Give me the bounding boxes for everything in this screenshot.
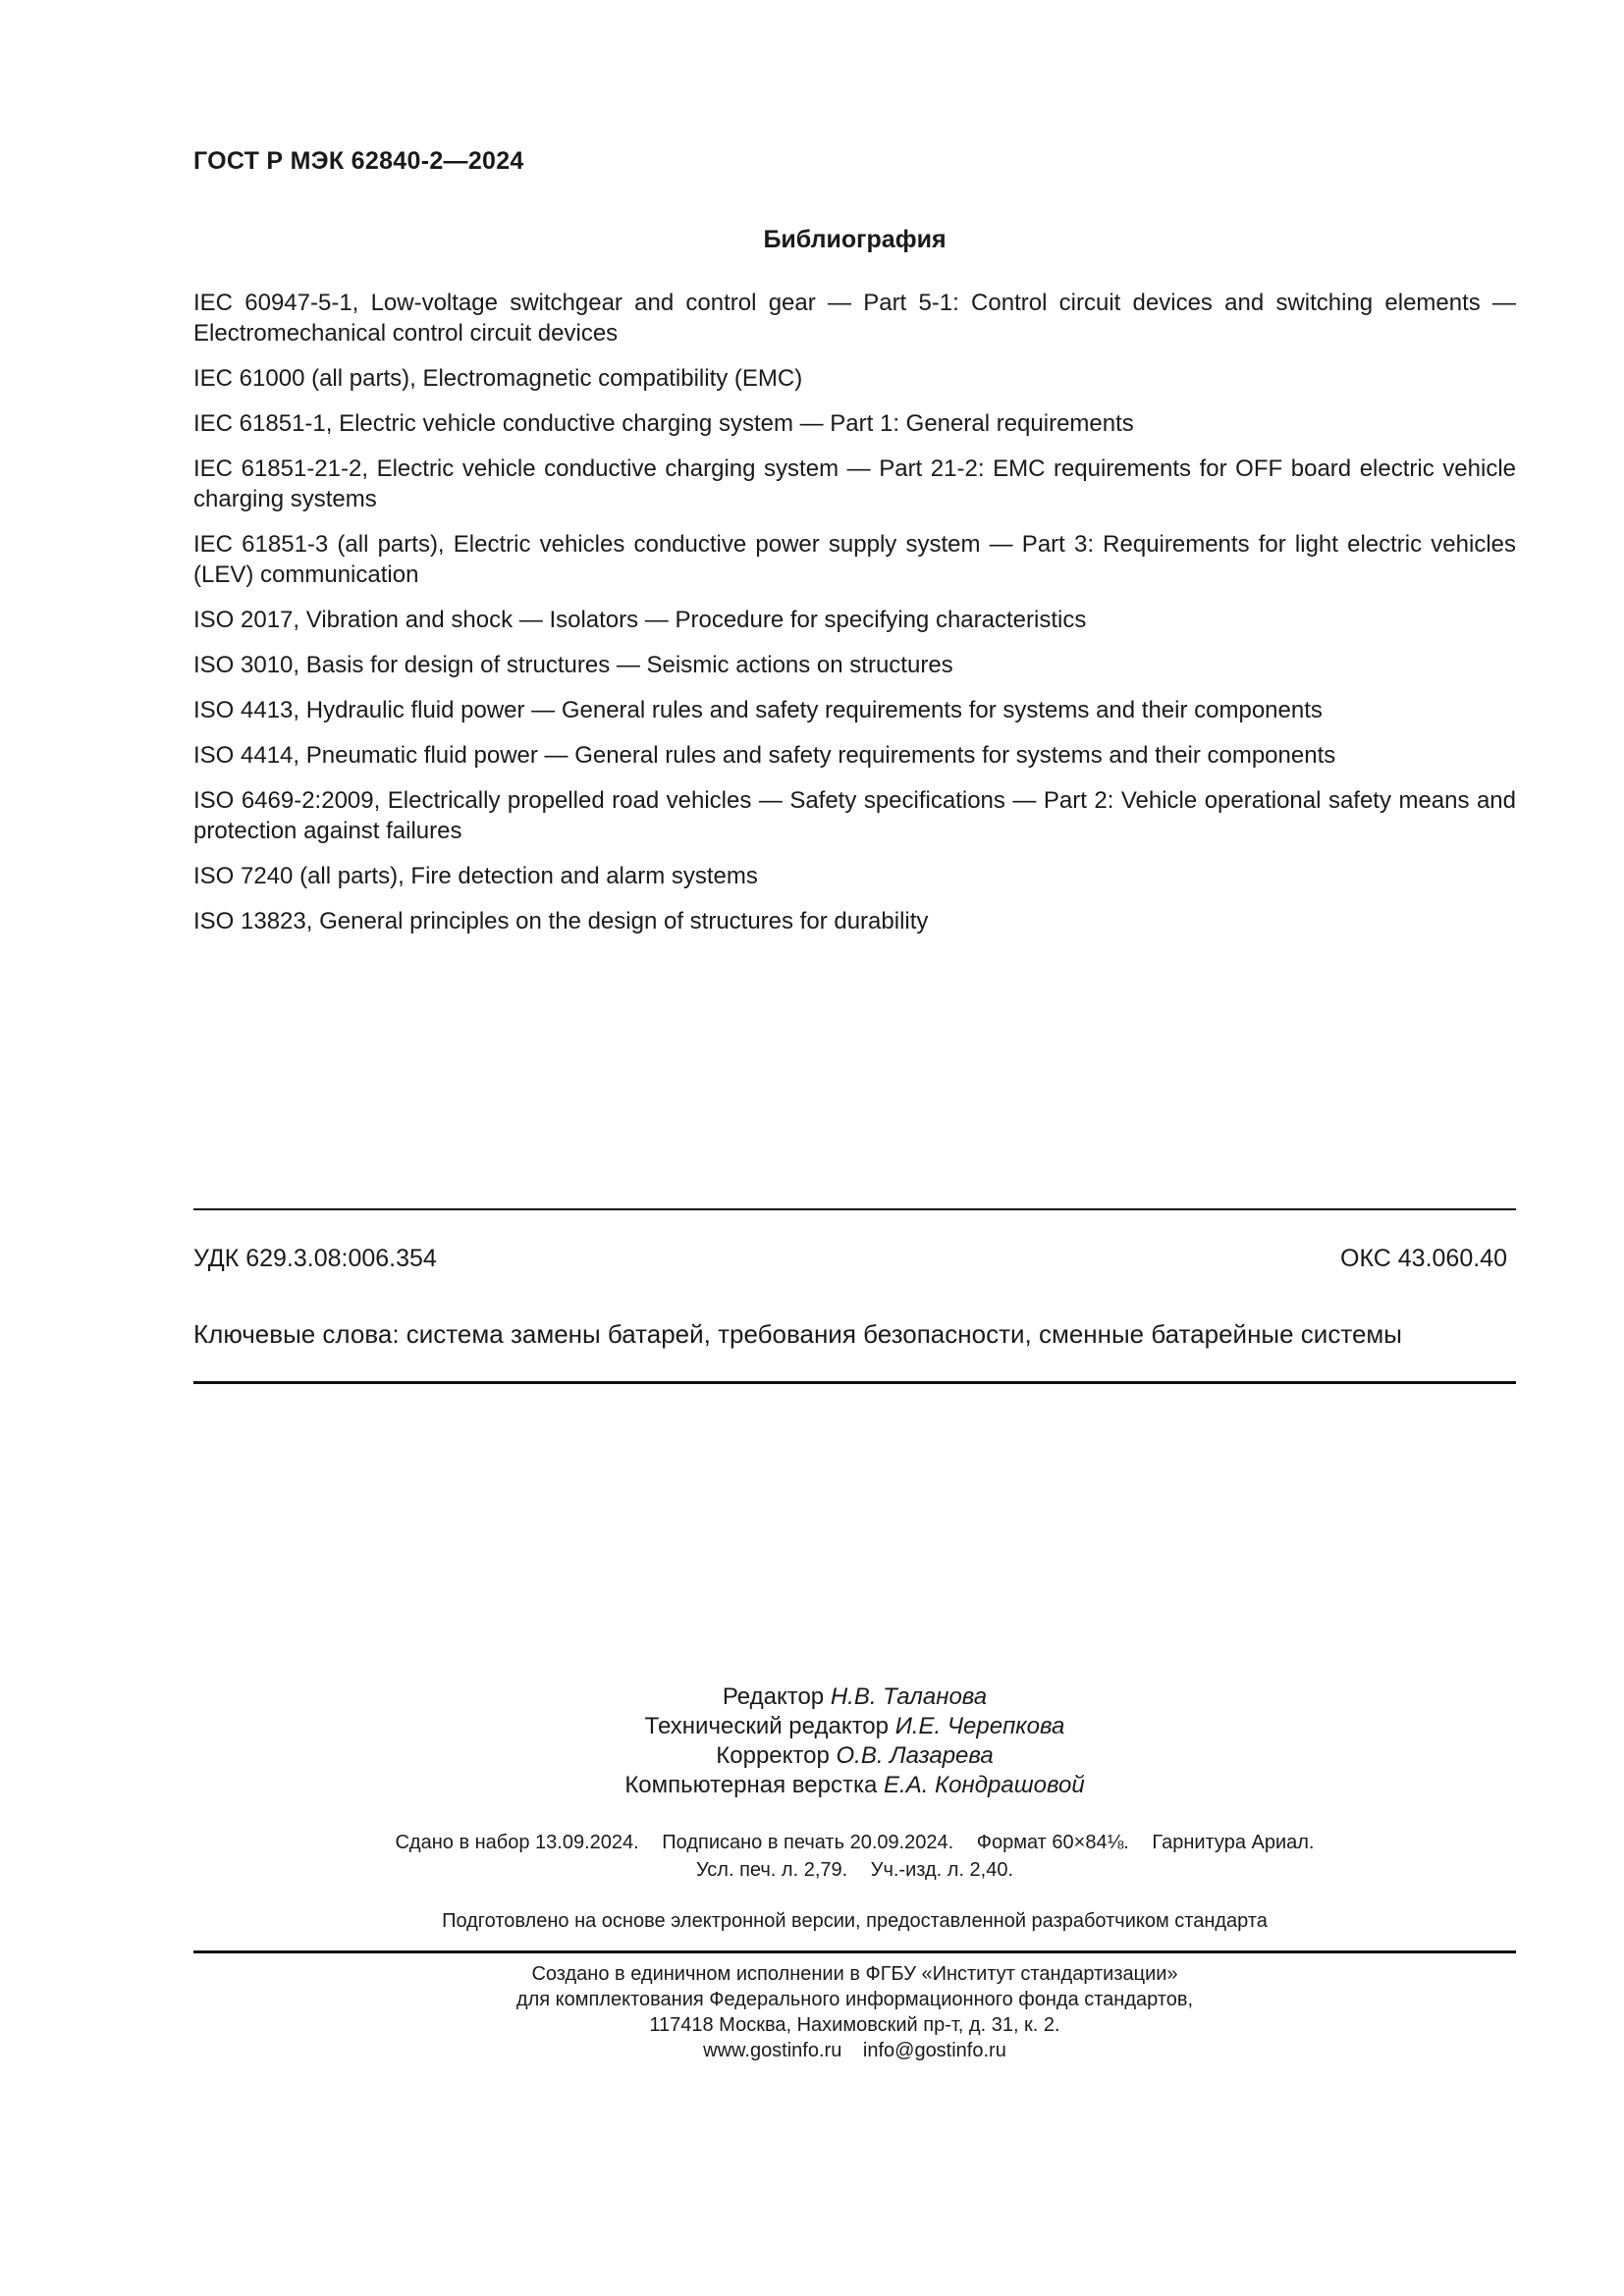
credit-person: О.В. Лазарева	[836, 1742, 994, 1769]
bibliography-entry: ISO 6469-2:2009, Electrically propelled road vehicles — Safety specifications — Part 2: Vehicle operational safety means and protection against failures	[193, 787, 1516, 844]
footer-contacts	[193, 2038, 1516, 2063]
credit-technical-editor	[193, 1712, 1516, 1741]
credit-person: Н.В. Таланова	[830, 1683, 988, 1710]
credit-role: Компьютерная верстка	[624, 1772, 878, 1798]
print-sheets: Усл. печ. л. 2,79.	[695, 1859, 848, 1881]
footer	[193, 1961, 1516, 2063]
credit-editor	[193, 1682, 1516, 1712]
typeface: Гарнитура Ариал.	[1152, 1832, 1315, 1853]
oks-code: ОКС 43.060.40	[1340, 1245, 1507, 1272]
print-info	[193, 1829, 1516, 1884]
bibliography-title: Библиография	[763, 226, 947, 253]
bibliography-entry: ISO 13823, General principles on the design of structures for durability	[193, 908, 929, 934]
divider-footer	[193, 1950, 1516, 1953]
credit-role: Редактор	[722, 1683, 825, 1710]
standard-id-header: ГОСТ Р МЭК 62840-2—2024	[193, 147, 524, 175]
prepared-note: Подготовлено на основе электронной версии, предоставленной разработчиком стандарта	[442, 1910, 1268, 1932]
footer-line: Создано в единичном исполнении в ФГБУ «Институт стандартизации»	[531, 1963, 1178, 1985]
bibliography-entry: IEC 61851-21-2, Electric vehicle conductive charging system — Part 21-2: EMC requirements for OFF board electric vehicle charging systems	[193, 455, 1516, 512]
paper-format: Формат 60×84⅛.	[976, 1832, 1129, 1853]
email-link[interactable]: info@gostinfo.ru	[862, 2040, 1006, 2061]
keywords: Ключевые слова: система замены батарей, требования безопасности, сменные батарейные системы	[193, 1319, 1402, 1349]
bibliography-entry: IEC 61851-3 (all parts), Electric vehicles conductive power supply system — Part 3: Requirements for light electric vehicles (LEV) communication	[193, 531, 1516, 588]
divider-top	[193, 1208, 1516, 1210]
credits-block	[193, 1682, 1516, 1800]
print-info-line-2	[193, 1856, 1516, 1884]
publisher-sheets: Уч.-изд. л. 2,40.	[870, 1859, 1014, 1881]
credit-role: Технический редактор	[644, 1713, 890, 1739]
bibliography-entry: ISO 7240 (all parts), Fire detection and alarm systems	[193, 863, 758, 889]
submitted-date: Сдано в набор 13.09.2024.	[395, 1832, 639, 1853]
credit-person: Е.А. Кондрашовой	[884, 1772, 1085, 1798]
bibliography-entry: ISO 4414, Pneumatic fluid power — General rules and safety requirements for systems and their components	[193, 742, 1336, 769]
website-link[interactable]: www.gostinfo.ru	[703, 2040, 842, 2061]
divider-keywords	[193, 1381, 1516, 1384]
bibliography-entry: ISO 4413, Hydraulic fluid power — General rules and safety requirements for systems and their components	[193, 697, 1323, 723]
credit-proofreader	[193, 1741, 1516, 1771]
bibliography-entry: IEC 60947-5-1, Low-voltage switchgear and control gear — Part 5-1: Control circuit devices and switching elements — Electromechanical control circuit devices	[193, 290, 1516, 347]
credit-layout	[193, 1771, 1516, 1800]
credit-role: Корректор	[716, 1742, 830, 1769]
print-info-line-1	[193, 1829, 1516, 1856]
udk-code: УДК 629.3.08:006.354	[193, 1245, 437, 1272]
bibliography-entry: IEC 61851-1, Electric vehicle conductive charging system — Part 1: General requirements	[193, 410, 1134, 437]
footer-line: 117418 Москва, Нахимовский пр-т, д. 31, к. 2.	[649, 2014, 1060, 2036]
bibliography-entry: ISO 3010, Basis for design of structures — Seismic actions on structures	[193, 652, 953, 678]
bibliography-list	[193, 288, 1516, 951]
signed-date: Подписано в печать 20.09.2024.	[662, 1832, 954, 1853]
credit-person: И.Е. Черепкова	[894, 1713, 1065, 1739]
bibliography-entry: IEC 61000 (all parts), Electromagnetic compatibility (EMC)	[193, 365, 803, 392]
bibliography-entry: ISO 2017, Vibration and shock — Isolators — Procedure for specifying characteristics	[193, 607, 1087, 633]
footer-line: для комплектования Федерального информационного фонда стандартов,	[515, 1989, 1194, 2010]
